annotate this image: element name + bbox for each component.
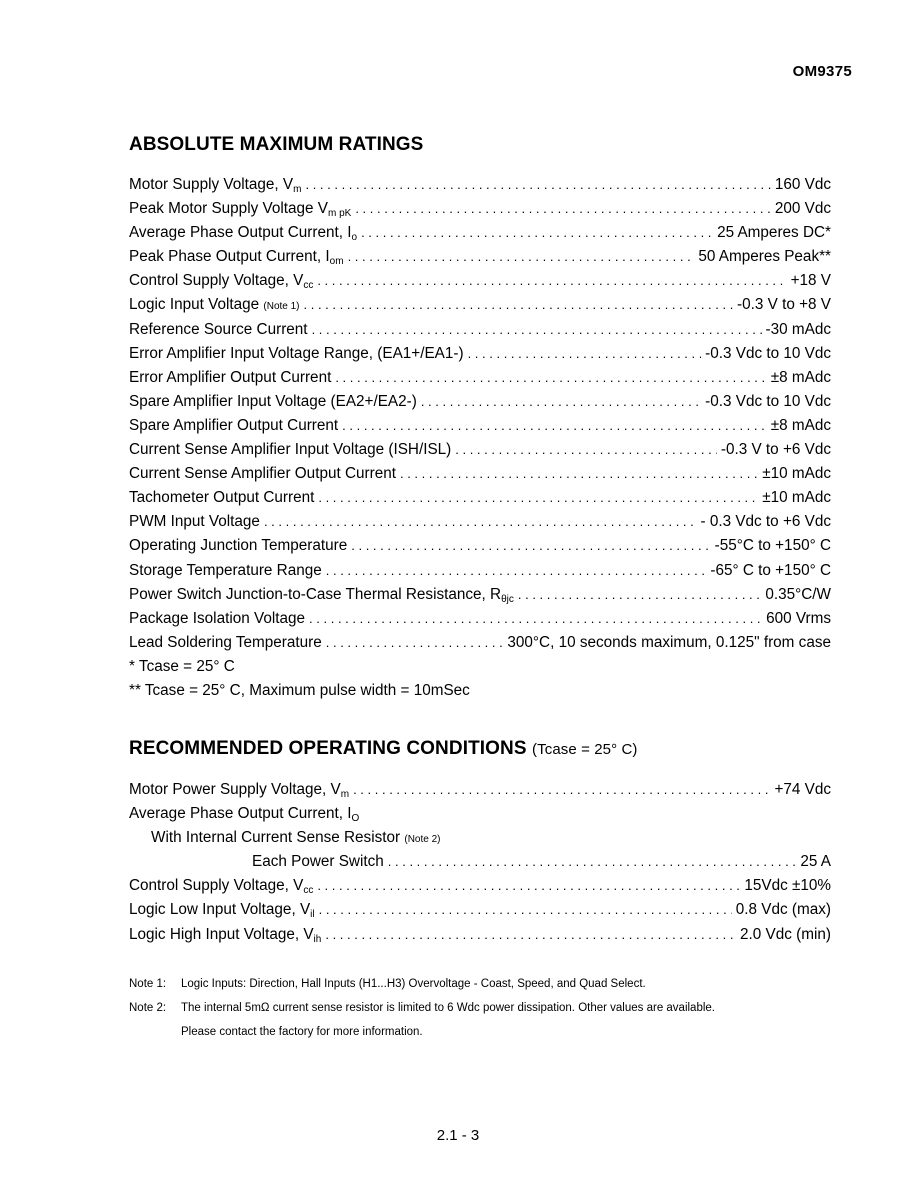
- rating-value: 300°C, 10 seconds maximum, 0.125" from case: [507, 633, 831, 651]
- rec-label: Each Power Switch: [252, 853, 384, 871]
- rating-row: [129, 610, 831, 634]
- rec-row-each-switch: [129, 853, 831, 877]
- rec-value: 0.8 Vdc (max): [735, 901, 831, 919]
- rating-value: -0.3 V to +8 V: [737, 296, 831, 314]
- rating-label: Reference Source Current: [129, 320, 308, 338]
- rating-value: ±10 mAdc: [762, 465, 831, 483]
- leader-dots: [326, 563, 707, 578]
- leader-dots: [317, 878, 740, 893]
- leader-dots: [325, 927, 736, 942]
- leader-dots: [335, 370, 766, 385]
- rating-row: [129, 562, 831, 586]
- rating-row: [129, 345, 831, 369]
- note-1: Note 1: Logic Inputs: Direction, Hall Inputs (H1...H3) Overvoltage - Coast, Speed, and Quad Select.: [129, 978, 646, 990]
- rec-label: Control Supply Voltage, $V_{cc}$: [129, 877, 314, 897]
- rating-label: Spare Amplifier Output Current: [129, 416, 339, 434]
- page-number: 2.1 - 3: [436, 1127, 480, 1144]
- rating-label: Average Phase Output Current, $I_o$: [129, 224, 358, 244]
- leader-dots: [468, 346, 702, 361]
- rating-label: Peak Phase Output Current, $I_{om}$: [129, 248, 344, 268]
- rating-row: [129, 417, 831, 441]
- rec-row-logic-high: [129, 926, 831, 950]
- rating-label: Storage Temperature Range: [129, 561, 322, 579]
- rec-row-avg: Average Phase Output Current, $I_O$: [129, 805, 360, 825]
- rating-label: Package Isolation Voltage: [129, 609, 306, 627]
- footnote: ** Tcase = 25° C, Maximum pulse width = 10mSec: [129, 681, 470, 699]
- rating-label: Motor Supply Voltage, $V_m$: [129, 176, 302, 195]
- rec-value: 2.0 Vdc (min): [740, 925, 831, 943]
- leader-dots: [351, 538, 710, 553]
- rating-value: - 0.3 Vdc to +6 Vdc: [700, 513, 831, 531]
- rating-row: [129, 441, 831, 465]
- rating-row: [129, 321, 831, 345]
- rating-row: [129, 465, 831, 489]
- leader-dots: [317, 273, 786, 288]
- rating-label: Error Amplifier Input Voltage Range, (EA1+/EA1-): [129, 344, 464, 362]
- rating-value: -0.3 V to +6 Vdc: [720, 441, 831, 459]
- leader-dots: [312, 322, 762, 337]
- rating-label: Operating Junction Temperature: [129, 537, 348, 555]
- rating-label: Peak Motor Supply Voltage $V_{m pK}$: [129, 200, 352, 220]
- leader-dots: [355, 201, 771, 216]
- rec-op-title: RECOMMENDED OPERATING CONDITIONS: [129, 738, 527, 759]
- rating-value: -30 mAdc: [765, 320, 831, 338]
- rec-label: Logic High Input Voltage, $V_{ih}$: [129, 925, 322, 945]
- rating-row: [129, 369, 831, 393]
- rating-row: [129, 248, 831, 272]
- leader-dots: [361, 225, 713, 240]
- leader-dots: [455, 442, 717, 457]
- leader-dots: [264, 514, 697, 529]
- rating-value: ±8 mAdc: [770, 368, 831, 386]
- rating-row: [129, 224, 831, 248]
- rating-row: [129, 272, 831, 296]
- footnote: * Tcase = 25° C: [129, 657, 235, 675]
- rating-label: Tachometer Output Current: [129, 489, 315, 507]
- rec-label: Motor Power Supply Voltage, $V_m$: [129, 781, 350, 800]
- rating-label: Current Sense Amplifier Input Voltage (ISH/ISL): [129, 441, 452, 459]
- note-2: Note 2: The internal 5mΩ current sense resistor is limited to 6 Wdc power dissipation. Other values are available.: [129, 1002, 715, 1014]
- rating-row: [129, 586, 831, 610]
- abs-max-title: ABSOLUTE MAXIMUM RATINGS: [129, 134, 424, 155]
- leader-dots: [353, 782, 770, 797]
- rating-row: [129, 489, 831, 513]
- rec-row-control: [129, 877, 831, 901]
- leader-dots: [318, 490, 758, 505]
- rating-row: [129, 176, 831, 200]
- rec-op-subtitle: (Tcase = 25° C): [532, 741, 638, 758]
- rating-label: Current Sense Amplifier Output Current: [129, 465, 396, 483]
- leader-dots: [304, 297, 734, 312]
- leader-dots: [388, 854, 797, 869]
- leader-dots: [348, 249, 695, 264]
- rec-row-with-internal: With Internal Current Sense Resistor (Note 2): [151, 829, 441, 847]
- rating-value: -55°C to +150° C: [714, 537, 831, 555]
- rating-value: 0.35°C/W: [765, 585, 831, 603]
- leader-dots: [326, 635, 504, 650]
- rating-label: Lead Soldering Temperature: [129, 633, 322, 651]
- rating-value: 50 Amperes Peak**: [698, 248, 831, 266]
- rating-row: [129, 634, 831, 658]
- abs-max-ratings-list: [129, 176, 831, 706]
- leader-dots: [518, 587, 761, 602]
- rating-value: ±10 mAdc: [762, 489, 831, 507]
- rating-label: Logic Input Voltage (Note 1): [129, 296, 300, 314]
- rating-label: Power Switch Junction-to-Case Thermal Resistance, $R_{\theta jc}$: [129, 585, 514, 605]
- leader-dots: [342, 418, 767, 433]
- rating-row: [129, 537, 831, 561]
- rating-value: -65° C to +150° C: [710, 561, 831, 579]
- leader-dots: [319, 902, 732, 917]
- rating-value: 160 Vdc: [774, 176, 831, 193]
- notes: [129, 978, 849, 1050]
- note-2-continuation: Please contact the factory for more information.: [181, 1026, 423, 1038]
- rating-label: Error Amplifier Output Current: [129, 368, 332, 386]
- rating-value: +18 V: [790, 272, 831, 290]
- rating-row: [129, 393, 831, 417]
- rec-value: 15Vdc ±10%: [744, 877, 831, 895]
- rating-label: Spare Amplifier Input Voltage (EA2+/EA2-): [129, 392, 417, 410]
- leader-dots: [309, 611, 762, 626]
- rec-op-list: [129, 781, 831, 950]
- rating-value: 600 Vrms: [766, 609, 831, 627]
- leader-dots: [400, 466, 758, 481]
- rec-label: Logic Low Input Voltage, $V_{il}$: [129, 901, 315, 921]
- rec-row-logic-low: [129, 901, 831, 925]
- rating-value: -0.3 Vdc to 10 Vdc: [705, 344, 831, 362]
- rec-value: 25 A: [800, 853, 831, 871]
- leader-dots: [305, 177, 770, 192]
- part-number: OM9375: [792, 63, 852, 80]
- rec-value: +74 Vdc: [774, 781, 831, 798]
- rating-value: ±8 mAdc: [770, 416, 831, 434]
- rating-row: [129, 200, 831, 224]
- rating-value: -0.3 Vdc to 10 Vdc: [705, 392, 831, 410]
- leader-dots: [421, 394, 701, 409]
- rec-op-heading: [129, 738, 637, 760]
- rating-label: PWM Input Voltage: [129, 513, 260, 531]
- rec-row-motor: [129, 781, 831, 805]
- rating-value: 200 Vdc: [774, 200, 831, 218]
- rating-value: 25 Amperes DC*: [717, 224, 831, 242]
- rating-row: [129, 296, 831, 320]
- rating-row: [129, 513, 831, 537]
- rating-label: Control Supply Voltage, $V_{cc}$: [129, 272, 314, 292]
